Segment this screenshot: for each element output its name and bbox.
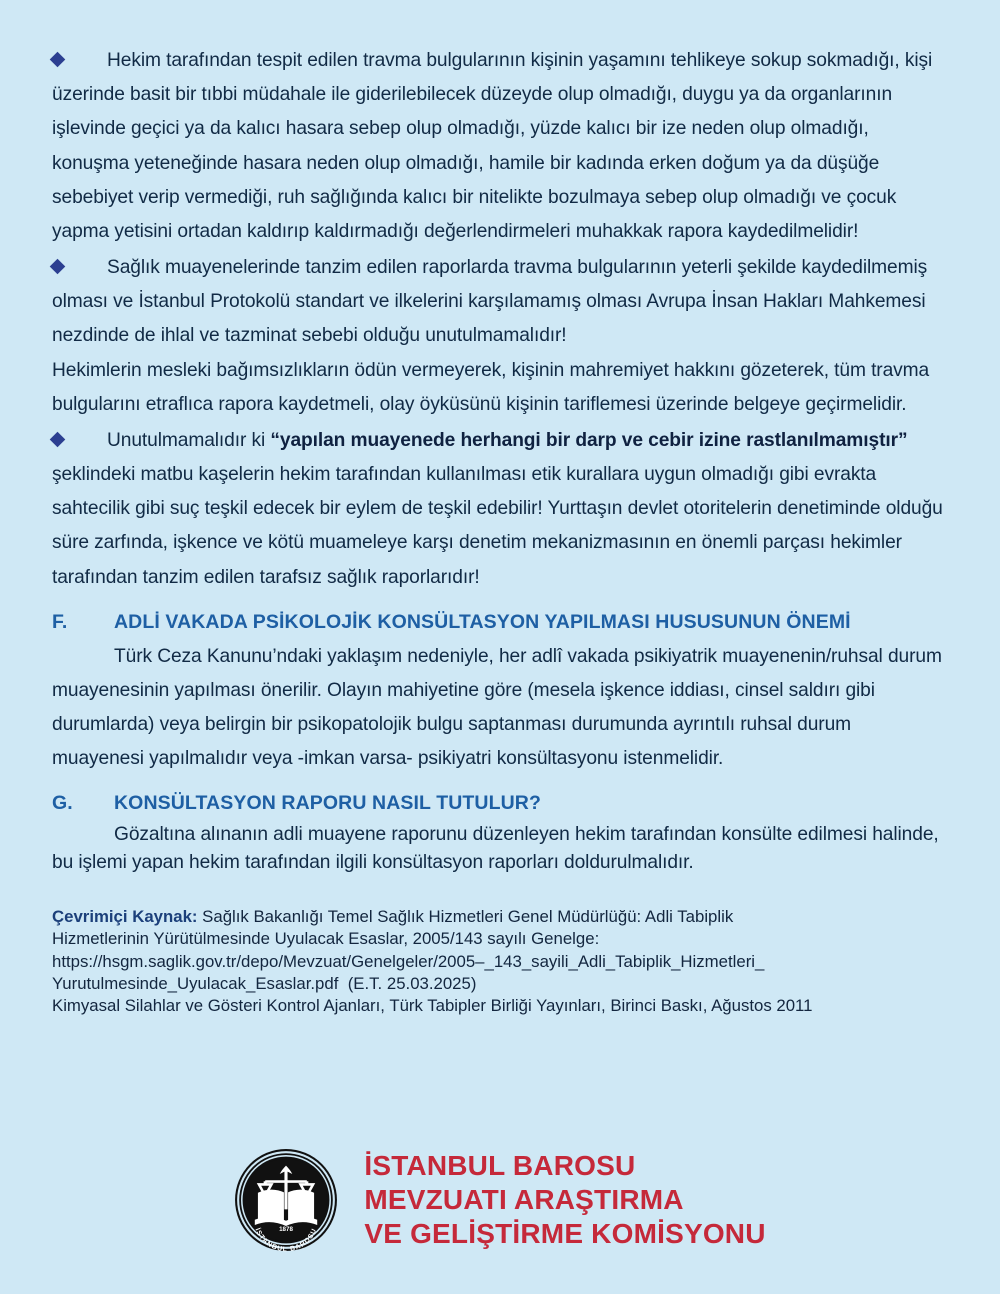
paragraph-4-lead: Unutulmamalıdır ki: [107, 429, 271, 451]
footer-commission-name: [364, 1149, 765, 1251]
section-g-letter: G.: [52, 792, 73, 815]
section-f-heading: [52, 611, 948, 634]
source-line-5: Kimyasal Silahlar ve Gösteri Kontrol Ajanları, Türk Tabipler Birliği Yayınları, Birinci Baskı, Ağustos 2011: [52, 996, 813, 1016]
paragraph-3-text: Hekimlerin mesleki bağımsızlıkların ödün vermeyerek, kişinin mahremiyet hakkını gözeterek, tüm travma bulgularını etraflıca rapora kaydetmeli, olay öyküsünü kişinin tariflemesi üzerinde belgeye geçirmelidir.: [52, 359, 930, 415]
source-line-1: [52, 906, 948, 928]
paragraph-4-tail: şeklindeki matbu kaşelerin hekim tarafından kullanılması etik kurallara uygun olmadığı gibi evrakta sahtecilik gibi suç teşkil edecek bir eylem de teşkil edebilir! Yurttaşın devlet otoritelerin denetiminde olduğu süre zarfında, işkence ve kötü muameleye karşı denetim mekanizmasının en önemli parçası hekimler tarafından tanzim edilen tarafsız sağlık raporlarıdır!: [52, 464, 943, 588]
svg-text:İSTANBUL BAROSU: İSTANBUL BAROSU: [253, 1227, 319, 1252]
paragraph-4-quote: “yapılan muayenede herhangi bir darp ve cebir izine rastlanılmamıştır”: [270, 429, 908, 451]
section-g-heading: [52, 792, 948, 815]
source-line-1-rest: Sağlık Bakanlığı Temel Sağlık Hizmetleri Genel Müdürlüğü: Adli Tabiplik: [197, 906, 734, 926]
istanbul-barosu-seal-icon: [234, 1148, 338, 1252]
footer-line-3: VE GELİŞTİRME KOMİSYONU: [364, 1218, 766, 1250]
section-f-body: [52, 640, 948, 777]
source-block: [52, 906, 948, 1018]
section-g-body: [52, 821, 948, 876]
paragraph-2: [52, 251, 948, 354]
diamond-bullet-icon: [50, 259, 66, 275]
source-label: Çevrimiçi Kaynak:: [52, 906, 198, 926]
footer-line-1: İSTANBUL BAROSU: [364, 1149, 636, 1181]
section-f-title: ADLİ VAKADA PSİKOLOJİK KONSÜLTASYON YAPILMASI HUSUSUNUN ÖNEMİ: [114, 610, 851, 633]
source-line-2: Hizmetlerinin Yürütülmesinde Uyulacak Esaslar, 2005/143 sayılı Genelge:: [52, 929, 600, 949]
section-g-title: KONSÜLTASYON RAPORU NASIL TUTULUR?: [114, 792, 541, 815]
source-url-cont[interactable]: Yurutulmesinde_Uyulacak_Esaslar.pdf (E.T. 25.03.2025): [52, 973, 477, 993]
section-g-body-text: Gözaltına alınanın adli muayene raporunu düzenleyen hekim tarafından konsülte edilmesi halinde, bu işlemi yapan hekim tarafından ilgili konsültasyon raporları doldurulmalıdır.: [52, 824, 939, 873]
paragraph-3: [52, 354, 948, 422]
footer: [0, 1148, 1000, 1252]
source-url[interactable]: https://hsgm.saglik.gov.tr/depo/Mevzuat/Genelgeler/2005–_143_sayili_Adli_Tabiplik_Hizmetleri_: [52, 951, 765, 971]
paragraph-1-text: Hekim tarafından tespit edilen travma bulgularının kişinin yaşamını tehlikeye sokup sokmadığı, kişi üzerinde basit bir tıbbi müdahale ile giderilebilecek düzeyde olup olmadığı, duygu ya da organlarının işlevinde geçici ya da kalıcı hasara sebep olup olmadığı, yüzde kalıcı bir ize neden olup olmadığı, konuşma yeteneğinde hasara neden olup olmadığı, hamile bir kadında erken doğum ya da düşüğe sebebiyet verip vermediği, ruh sağlığında kalıcı bir nitelikte bozulmaya sebep olup olmadığı ve çocuk yapma yetisini ortadan kaldırıp kaldırmadığı değerlendirmeleri muhakkak rapora kaydedilmelidir!: [52, 50, 933, 242]
paragraph-4: [52, 424, 948, 595]
footer-line-2: MEVZUATI ARAŞTIRMA: [364, 1183, 684, 1215]
section-f-body-text: Türk Ceza Kanunu’ndaki yaklaşım nedeniyle, her adlî vakada psikiyatrik muayenenin/ruhsal durum muayenesinin yapılması önerilir. Olayın mahiyetine göre (mesela işkence iddiası, cinsel saldırı gibi durumlarda) veya belirgin bir psikopatolojik bulgu saptanması durumunda ayrıntılı ruhsal durum muayenesi yapılmalıdır veya -imkan varsa- psikiyatri konsültasyonu istenmelidir.: [52, 645, 942, 770]
diamond-bullet-icon: [50, 52, 66, 68]
section-f-letter: F.: [52, 610, 68, 633]
paragraph-1: [52, 44, 948, 249]
paragraph-2-text: Sağlık muayenelerinde tanzim edilen raporlarda travma bulgularının yeterli şekilde kaydedilmemiş olması ve İstanbul Protokolü standart ve ilkelerini karşılamamış olması Avrupa İnsan Hakları Mahkemesi nezdinde de ihlal ve tazminat sebebi olduğu unutulmamalıdır!: [52, 257, 928, 347]
logo-year: 1878: [279, 1226, 294, 1234]
diamond-bullet-icon: [50, 432, 66, 448]
